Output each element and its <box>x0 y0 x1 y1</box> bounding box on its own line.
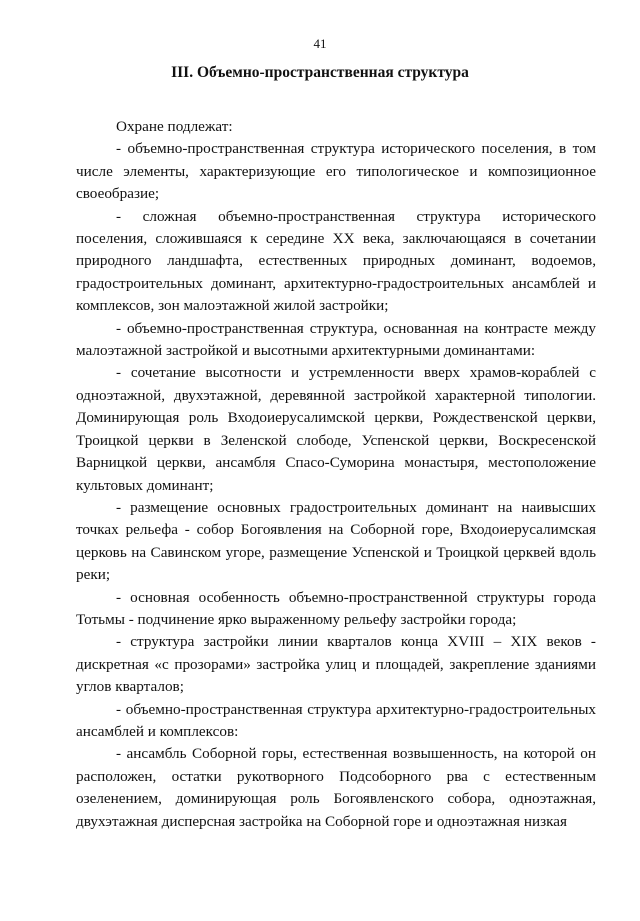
document-body <box>76 116 596 833</box>
paragraph-intro: Охране подлежат: <box>116 118 233 135</box>
paragraph-item: - основная особенность объемно-пространственной структуры города Тотьмы - подчинение ярко выраженному рельефу застройки города; <box>76 588 596 628</box>
paragraph-item: - структура застройки линии кварталов конца XVIII – XIX веков - дискретная «с прозорами» застройка улиц и площадей, закрепление зданиями углов кварталов; <box>76 633 596 696</box>
paragraph-item: - размещение основных градостроительных доминант на наивысших точках рельефа - собор Богоявления на Соборной горе, Входоиерусалимская церковь на Савинском угоре, размещение Успенской и Троицкой церквей вдоль реки; <box>76 498 596 584</box>
paragraph-item: - сложная объемно-пространственная структура исторического поселения, сложившаяся к середине XX века, заключающаяся в сочетании природного ландшафта, естественных природных доминант, водоемов, градостроительных доминант, архитектурно-градостроительных ансамблей и комплексов, зон малоэтажной жилой застройки; <box>76 207 596 315</box>
paragraph-item: - объемно-пространственная структура архитектурно-градостроительных ансамблей и комплексов: <box>76 700 596 740</box>
section-title: III. Объемно-пространственная структура <box>171 64 469 81</box>
paragraph-item: - ансамбль Соборной горы, естественная возвышенность, на которой он расположен, остатки рукотворного Подсоборного рва с естественным озеленением, доминирующая роль Богоявленского собора, одноэтажная, двухэтажная дисперсная застройка на Соборной горе и одноэтажная низкая <box>76 745 596 830</box>
paragraph-item: - объемно-пространственная структура исторического поселения, в том числе элементы, характеризующие его типологическое и композиционное своеобразие; <box>76 140 596 203</box>
paragraph-item: - сочетание высотности и устремленности вверх храмов-кораблей с одноэтажной, двухэтажной, деревянной застройкой характерной типологии. Доминирующая роль Входоиерусалимской церкви, Рождественской церкви, Троицкой церкви в Зеленской слободе, Успенской церкви, Воскресенской Варницкой церкви, ансамбля Спасо-Суморина монастыря, местоположение культовых доминант; <box>76 364 596 494</box>
page-number: 41 <box>313 36 327 51</box>
paragraph-item: - объемно-пространственная структура, основанная на контрасте между малоэтажной застройкой и высотными архитектурными доминантами: <box>76 319 596 360</box>
